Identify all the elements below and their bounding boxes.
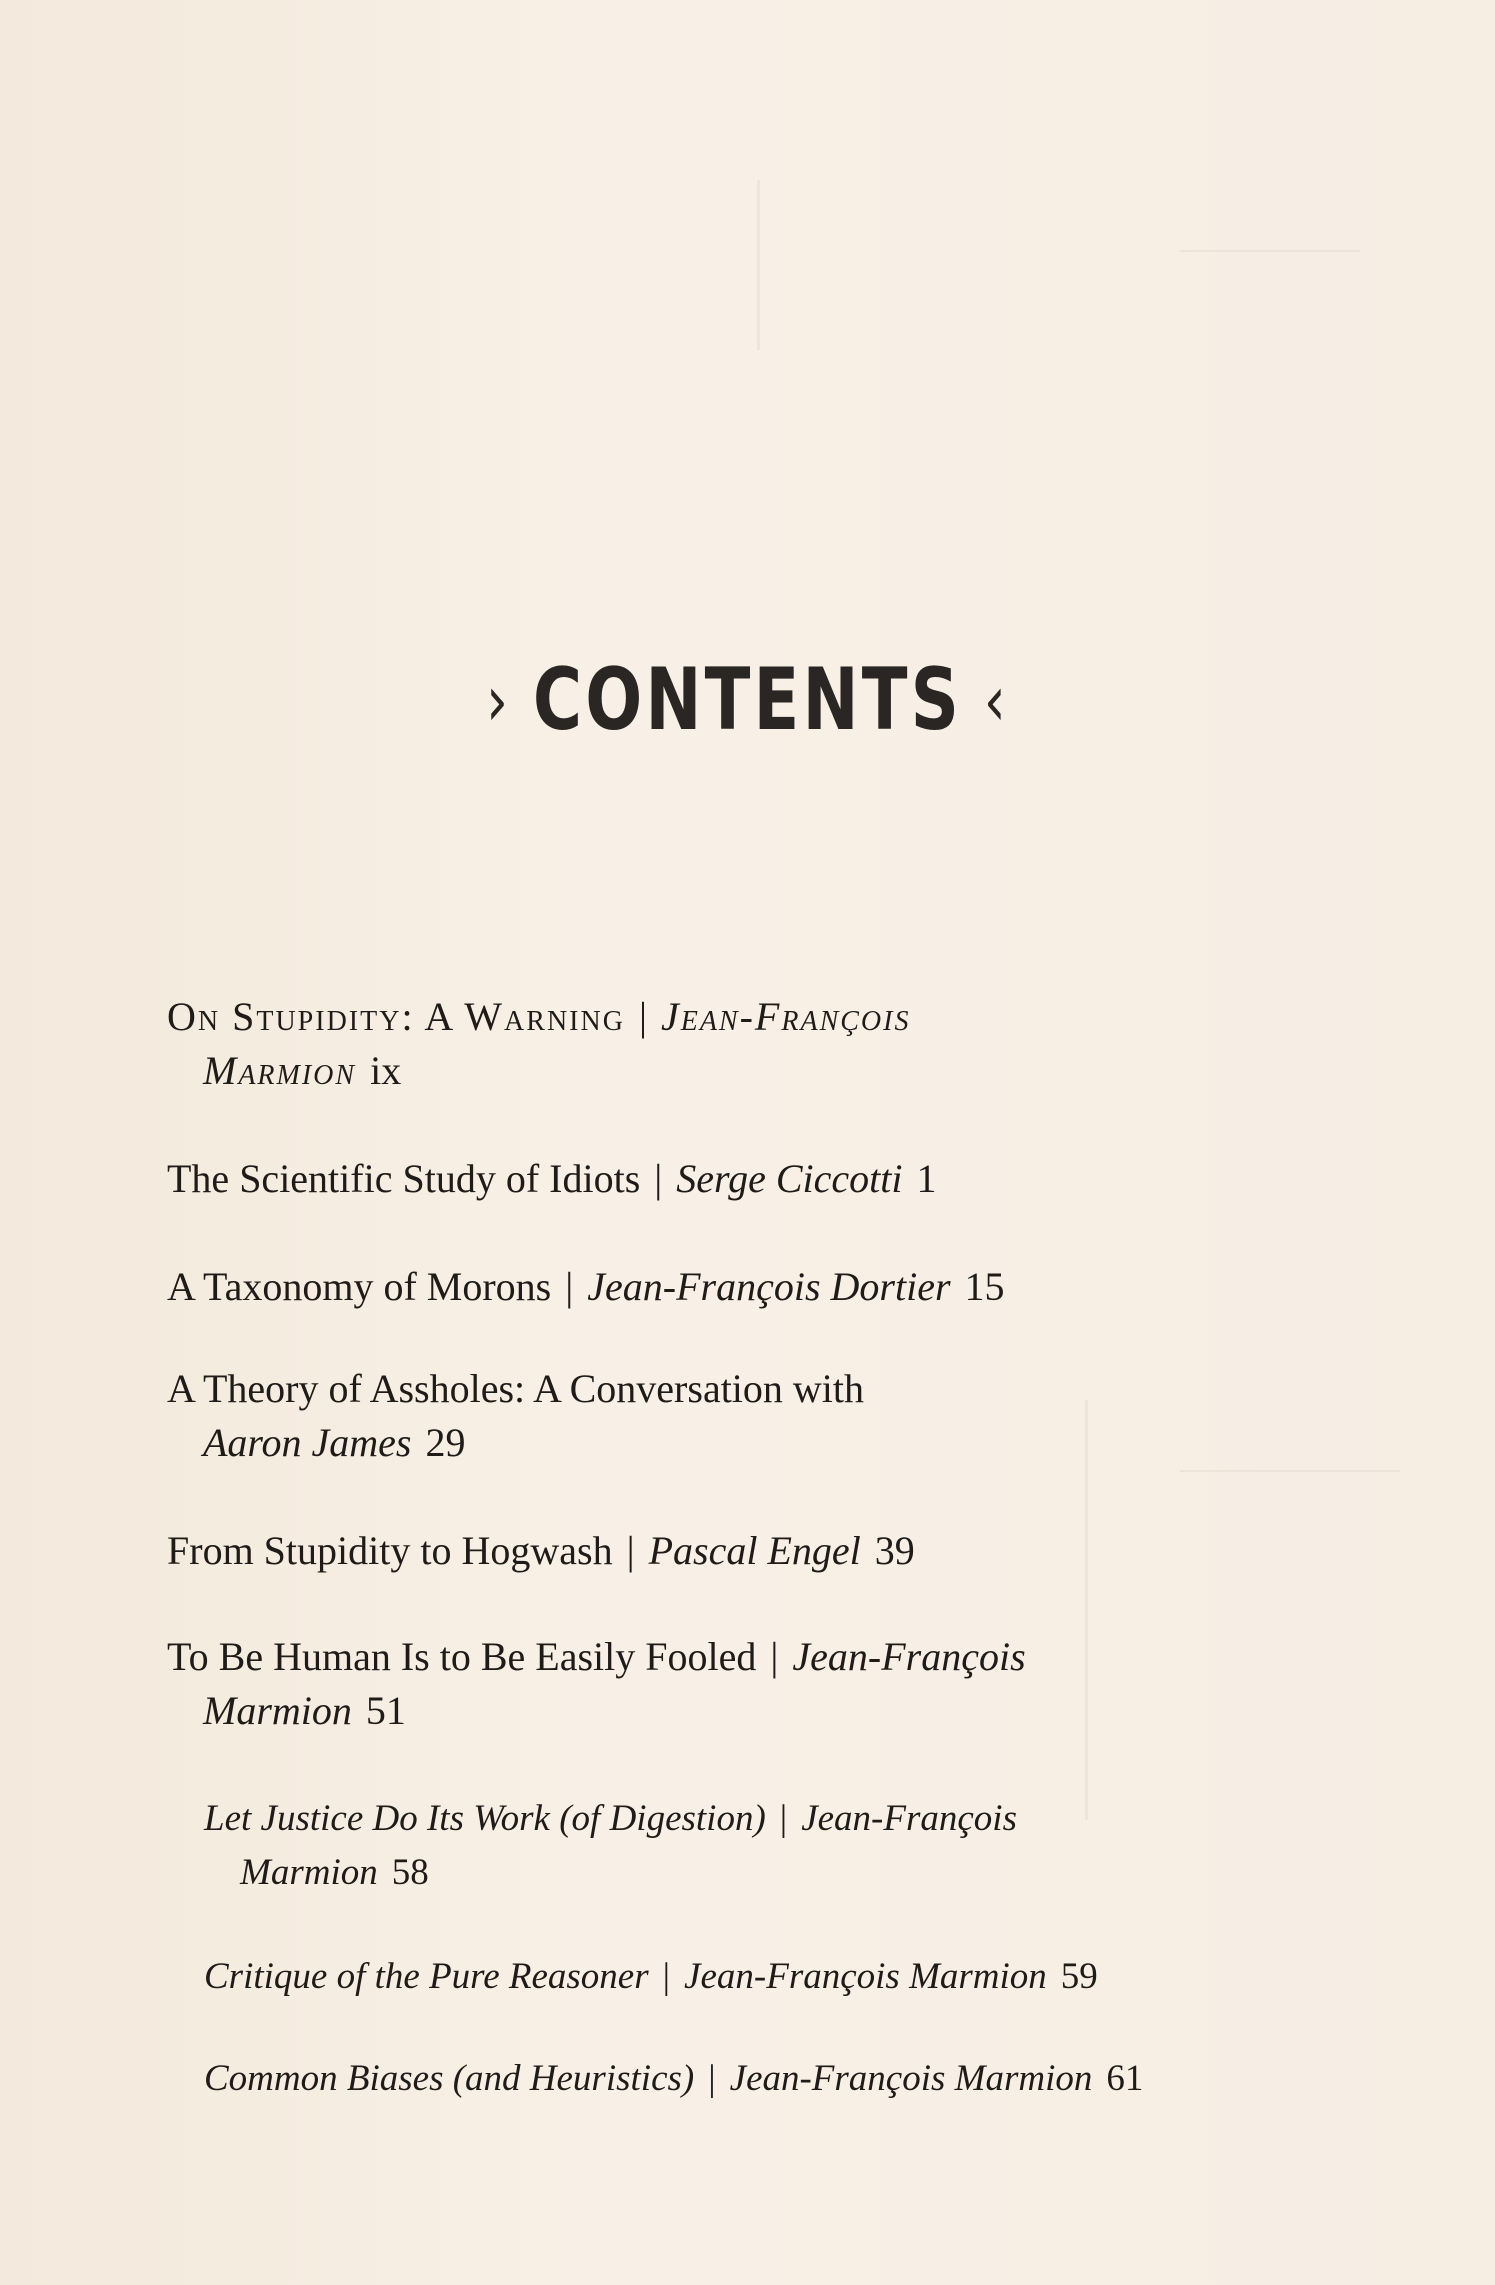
show-through-mark	[1085, 1400, 1088, 1820]
toc-entry[interactable]	[167, 990, 910, 1098]
page-number: 59	[1060, 1956, 1098, 1997]
separator: |	[654, 1156, 663, 1201]
entry-author-continued: Marmion	[203, 1048, 357, 1093]
page-number: 61	[1106, 2058, 1144, 2099]
separator: |	[779, 1798, 788, 1839]
separator: |	[565, 1264, 574, 1309]
entry-author: Aaron James	[203, 1420, 412, 1465]
entry-author: Serge Ciccotti	[676, 1156, 903, 1201]
entry-author: Jean-François	[792, 1634, 1026, 1679]
entry-title: The Scientific Study of Idiots	[167, 1156, 641, 1201]
entry-author: Jean-François Marmion	[684, 1956, 1047, 1997]
entry-author: Pascal Engel	[648, 1528, 861, 1573]
right-chevron-ornament: ‹	[983, 660, 1009, 742]
entry-title: Critique of the Pure Reasoner	[204, 1956, 649, 1997]
separator: |	[662, 1956, 671, 1997]
show-through-mark	[1180, 1470, 1400, 1472]
entry-title: To Be Human Is to Be Easily Fooled	[167, 1634, 757, 1679]
toc-entry[interactable]	[167, 1630, 1026, 1738]
entry-title: Let Justice Do Its Work (of Digestion)	[204, 1798, 766, 1839]
toc-entry[interactable]	[167, 1152, 937, 1206]
entry-author: Jean-François Dortier	[587, 1264, 951, 1309]
show-through-mark	[1180, 250, 1360, 252]
page-number: 15	[964, 1264, 1005, 1309]
toc-entry[interactable]	[167, 1524, 915, 1578]
entry-title: On Stupidity: A Warning	[167, 994, 625, 1039]
entry-title: From Stupidity to Hogwash	[167, 1528, 613, 1573]
page-number: 51	[365, 1688, 406, 1733]
entry-title: A Theory of Assholes: A Conversation with	[167, 1366, 865, 1411]
toc-subentry[interactable]	[204, 2052, 1143, 2106]
separator: |	[770, 1634, 779, 1679]
toc-entry[interactable]	[167, 1260, 1005, 1314]
toc-subentry[interactable]	[204, 1792, 1017, 1900]
entry-author: Jean-François	[660, 994, 911, 1039]
page-number: 58	[391, 1852, 429, 1893]
page-number: 1	[916, 1156, 937, 1201]
page-number: 29	[425, 1420, 466, 1465]
separator: |	[708, 2058, 716, 2099]
contents-heading	[164, 650, 1330, 750]
page-number: 39	[874, 1528, 915, 1573]
separator: |	[638, 994, 647, 1039]
entry-author: Jean-François Marmion	[729, 2058, 1093, 2099]
toc-subentry[interactable]	[204, 1950, 1098, 2004]
entry-author-continued: Marmion	[240, 1852, 378, 1893]
left-chevron-ornament: ›	[486, 660, 512, 742]
entry-author: Jean-François	[801, 1798, 1017, 1839]
show-through-mark	[757, 180, 760, 350]
entry-title: Common Biases (and Heuristics)	[204, 2058, 695, 2099]
entry-author-continued: Marmion	[203, 1688, 352, 1733]
separator: |	[626, 1528, 635, 1573]
toc-entry[interactable]	[167, 1362, 864, 1470]
entry-title: A Taxonomy of Morons	[167, 1264, 552, 1309]
page-number: ix	[370, 1048, 402, 1093]
contents-title: CONTENTS	[532, 650, 963, 750]
